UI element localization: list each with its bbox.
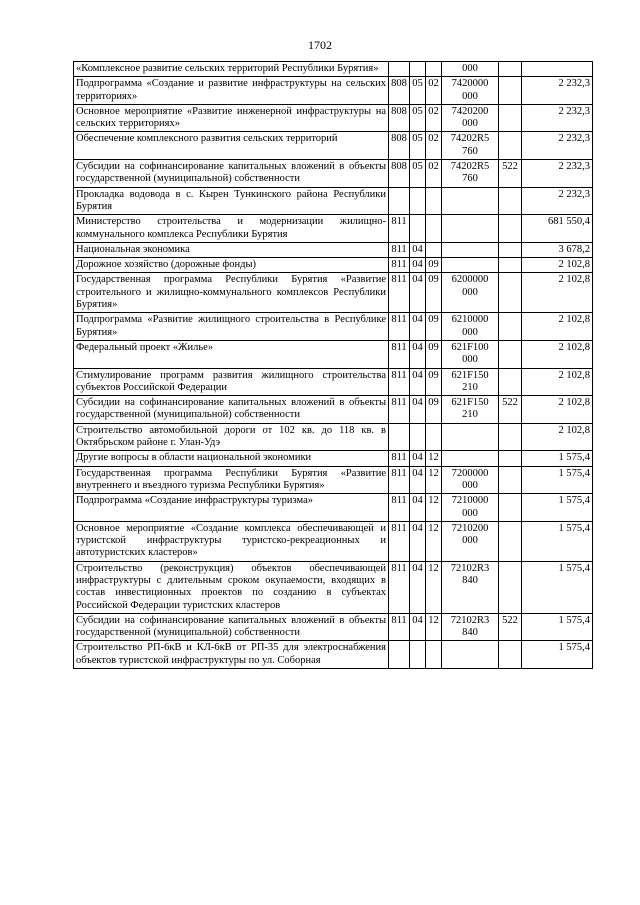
target-article-code: 7210200 000 (442, 521, 499, 561)
row-name: Прокладка водовода в с. Кырен Тункинского района Республики Бурятия (74, 187, 389, 215)
row-name: Федеральный проект «Жилье» (74, 340, 389, 368)
target-article-code (442, 423, 499, 451)
amount: 2 102,8 (522, 423, 593, 451)
expense-type-code (499, 62, 522, 77)
target-article-code (442, 641, 499, 669)
table-row (74, 340, 593, 368)
row-name: Субсидии на софинансирование капитальных вложений в объекты государственной (муниципальной) собственности (74, 160, 389, 188)
expense-type-code (499, 132, 522, 160)
table-row (74, 521, 593, 561)
section-code: 05 (410, 132, 426, 160)
section-code: 04 (410, 466, 426, 494)
amount: 1 575,4 (522, 466, 593, 494)
table-row (74, 613, 593, 641)
row-name: «Комплексное развитие сельских территорий Республики Бурятия» (74, 62, 389, 77)
row-name: Субсидии на софинансирование капитальных вложений в объекты государственной (муниципальной) собственности (74, 613, 389, 641)
ministry-code: 811 (389, 215, 410, 243)
section-code: 05 (410, 77, 426, 105)
row-name: Другие вопросы в области национальной экономики (74, 451, 389, 466)
ministry-code (389, 641, 410, 669)
subsection-code: 09 (426, 368, 442, 396)
target-article-code (442, 242, 499, 257)
section-code: 04 (410, 368, 426, 396)
subsection-code: 02 (426, 132, 442, 160)
row-name: Дорожное хозяйство (дорожные фонды) (74, 258, 389, 273)
row-name: Строительство (реконструкция) объектов обеспечивающей инфраструктуры с длительным сроком окупаемости, входящих в состав инвестиционных проектов по созданию в субъектах Российской Федерации туристских кластеров (74, 561, 389, 613)
amount: 2 232,3 (522, 132, 593, 160)
subsection-code: 09 (426, 340, 442, 368)
section-code: 04 (410, 340, 426, 368)
target-article-code: 7200000 000 (442, 466, 499, 494)
subsection-code: 09 (426, 313, 442, 341)
section-code: 04 (410, 613, 426, 641)
target-article-code (442, 215, 499, 243)
ministry-code: 808 (389, 77, 410, 105)
table-row (74, 242, 593, 257)
amount: 2 232,3 (522, 77, 593, 105)
expense-type-code: 522 (499, 396, 522, 424)
expense-type-code (499, 423, 522, 451)
table-row (74, 561, 593, 613)
amount: 1 575,4 (522, 451, 593, 466)
amount: 2 102,8 (522, 396, 593, 424)
expense-type-code (499, 258, 522, 273)
expense-type-code (499, 215, 522, 243)
section-code: 05 (410, 104, 426, 132)
amount: 2 102,8 (522, 313, 593, 341)
amount: 2 102,8 (522, 273, 593, 313)
table-row (74, 494, 593, 522)
expense-type-code (499, 494, 522, 522)
target-article-code (442, 187, 499, 215)
amount: 2 102,8 (522, 340, 593, 368)
target-article-code: 6200000 000 (442, 273, 499, 313)
expense-type-code: 522 (499, 613, 522, 641)
target-article-code: 74202R5 760 (442, 160, 499, 188)
expense-type-code: 522 (499, 160, 522, 188)
expense-type-code (499, 641, 522, 669)
section-code: 04 (410, 313, 426, 341)
section-code: 04 (410, 561, 426, 613)
subsection-code: 12 (426, 451, 442, 466)
subsection-code: 12 (426, 466, 442, 494)
ministry-code: 811 (389, 313, 410, 341)
target-article-code: 7420200 000 (442, 104, 499, 132)
target-article-code: 7210000 000 (442, 494, 499, 522)
row-name: Подпрограмма «Создание инфраструктуры туризма» (74, 494, 389, 522)
expense-type-code (499, 340, 522, 368)
subsection-code: 09 (426, 273, 442, 313)
ministry-code: 808 (389, 104, 410, 132)
row-name: Основное мероприятие «Создание комплекса обеспечивающей и туристской инфраструктуры туристско-рекреационных и автотуристских кластеров» (74, 521, 389, 561)
section-code (410, 187, 426, 215)
ministry-code: 811 (389, 340, 410, 368)
subsection-code: 12 (426, 521, 442, 561)
target-article-code: 7420000 000 (442, 77, 499, 105)
ministry-code: 811 (389, 521, 410, 561)
subsection-code: 02 (426, 77, 442, 105)
ministry-code: 811 (389, 451, 410, 466)
expense-type-code (499, 242, 522, 257)
expense-type-code (499, 77, 522, 105)
amount: 2 232,3 (522, 187, 593, 215)
section-code (410, 423, 426, 451)
amount: 3 678,2 (522, 242, 593, 257)
expense-type-code (499, 187, 522, 215)
target-article-code (442, 258, 499, 273)
target-article-code: 621F100 000 (442, 340, 499, 368)
table-row (74, 396, 593, 424)
table-row (74, 451, 593, 466)
target-article-code (442, 451, 499, 466)
expense-type-code (499, 313, 522, 341)
ministry-code: 811 (389, 613, 410, 641)
subsection-code: 09 (426, 258, 442, 273)
target-article-code: 72102R3 840 (442, 613, 499, 641)
section-code: 04 (410, 521, 426, 561)
subsection-code (426, 215, 442, 243)
subsection-code (426, 423, 442, 451)
subsection-code: 02 (426, 160, 442, 188)
table-row (74, 273, 593, 313)
table-row (74, 132, 593, 160)
row-name: Подпрограмма «Создание и развитие инфраструктуры на сельских территориях» (74, 77, 389, 105)
row-name: Государственная программа Республики Бурятия «Развитие внутреннего и въездного туризма Республики Бурятия» (74, 466, 389, 494)
row-name: Строительство РП-6кВ и КЛ-6кВ от РП-35 для электроснабжения объектов туристской инфраструктуры по ул. Соборная (74, 641, 389, 669)
ministry-code: 808 (389, 132, 410, 160)
subsection-code (426, 641, 442, 669)
subsection-code: 12 (426, 494, 442, 522)
ministry-code: 811 (389, 561, 410, 613)
amount: 1 575,4 (522, 521, 593, 561)
table-row (74, 641, 593, 669)
budget-table (73, 61, 593, 669)
table-row (74, 187, 593, 215)
ministry-code: 811 (389, 273, 410, 313)
section-code (410, 62, 426, 77)
section-code: 04 (410, 242, 426, 257)
page-number: 1702 (308, 38, 332, 52)
subsection-code (426, 187, 442, 215)
row-name: Подпрограмма «Развитие жилищного строительства в Республике Бурятия» (74, 313, 389, 341)
amount (522, 62, 593, 77)
table-row (74, 160, 593, 188)
row-name: Основное мероприятие «Развитие инженерной инфраструктуры на сельских территориях» (74, 104, 389, 132)
table-row (74, 62, 593, 77)
ministry-code: 811 (389, 396, 410, 424)
amount: 2 232,3 (522, 104, 593, 132)
expense-type-code (499, 273, 522, 313)
ministry-code (389, 187, 410, 215)
amount: 1 575,4 (522, 641, 593, 669)
expense-type-code (499, 104, 522, 132)
section-code (410, 641, 426, 669)
section-code: 04 (410, 396, 426, 424)
table-row (74, 368, 593, 396)
table-row (74, 258, 593, 273)
expense-type-code (499, 561, 522, 613)
subsection-code: 12 (426, 613, 442, 641)
amount: 1 575,4 (522, 561, 593, 613)
budget-table-body (74, 62, 593, 669)
section-code: 04 (410, 451, 426, 466)
subsection-code (426, 242, 442, 257)
row-name: Государственная программа Республики Бурятия «Развитие строительного и жилищно-коммунального комплексов Республики Бурятия» (74, 273, 389, 313)
row-name: Субсидии на софинансирование капитальных вложений в объекты государственной (муниципальной) собственности (74, 396, 389, 424)
row-name: Обеспечение комплексного развития сельских территорий (74, 132, 389, 160)
section-code: 04 (410, 258, 426, 273)
table-row (74, 104, 593, 132)
target-article-code: 621F150 210 (442, 396, 499, 424)
table-row (74, 423, 593, 451)
section-code: 04 (410, 494, 426, 522)
ministry-code: 811 (389, 258, 410, 273)
section-code: 04 (410, 273, 426, 313)
amount: 2 102,8 (522, 258, 593, 273)
target-article-code: 72102R3 840 (442, 561, 499, 613)
amount: 2 232,3 (522, 160, 593, 188)
row-name: Строительство автомобильной дороги от 102 кв. до 118 кв. в Октябрьском районе г. Улан-Удэ (74, 423, 389, 451)
section-code: 05 (410, 160, 426, 188)
expense-type-code (499, 466, 522, 494)
amount: 2 102,8 (522, 368, 593, 396)
table-row (74, 466, 593, 494)
ministry-code: 811 (389, 368, 410, 396)
target-article-code: 6210000 000 (442, 313, 499, 341)
table-row (74, 313, 593, 341)
row-name: Национальная экономика (74, 242, 389, 257)
subsection-code: 02 (426, 104, 442, 132)
ministry-code: 811 (389, 494, 410, 522)
table-row (74, 215, 593, 243)
expense-type-code (499, 368, 522, 396)
subsection-code (426, 62, 442, 77)
ministry-code: 808 (389, 160, 410, 188)
ministry-code (389, 423, 410, 451)
row-name: Стимулирование программ развития жилищного строительства субъектов Российской Федерации (74, 368, 389, 396)
subsection-code: 12 (426, 561, 442, 613)
expense-type-code (499, 521, 522, 561)
target-article-code: 000 (442, 62, 499, 77)
row-name: Министерство строительства и модернизации жилищно-коммунального комплекса Республики Бурятия (74, 215, 389, 243)
amount: 1 575,4 (522, 494, 593, 522)
subsection-code: 09 (426, 396, 442, 424)
expense-type-code (499, 451, 522, 466)
amount: 1 575,4 (522, 613, 593, 641)
ministry-code (389, 62, 410, 77)
amount: 681 550,4 (522, 215, 593, 243)
section-code (410, 215, 426, 243)
target-article-code: 621F150 210 (442, 368, 499, 396)
target-article-code: 74202R5 760 (442, 132, 499, 160)
table-row (74, 77, 593, 105)
ministry-code: 811 (389, 242, 410, 257)
ministry-code: 811 (389, 466, 410, 494)
